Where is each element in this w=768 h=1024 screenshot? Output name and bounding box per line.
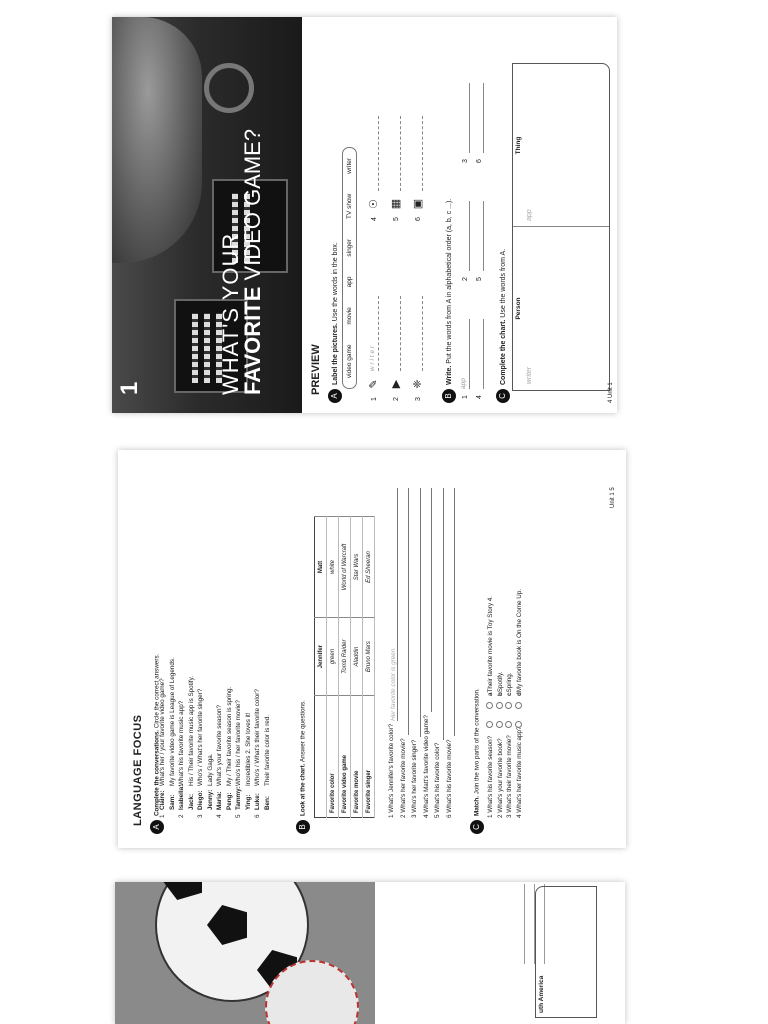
item-number: 4 — [216, 814, 223, 818]
conversation-text[interactable]: His / Their favorite music app is Spotify. — [187, 675, 195, 786]
chart-header-person: Person — [515, 297, 522, 320]
match-dot-right[interactable] — [515, 702, 522, 709]
sports-balls-photo — [115, 882, 375, 1024]
match-dot-right[interactable] — [505, 702, 512, 709]
answer-field[interactable] — [413, 116, 423, 191]
word-box-item: TV show — [346, 193, 353, 220]
question-label: What's Jennifer's favorite color? — [388, 723, 395, 813]
conversation-line — [177, 618, 187, 818]
match-dot-left[interactable] — [505, 721, 512, 728]
item-number: 3 — [411, 814, 418, 818]
match-key: b — [496, 692, 504, 696]
label-item — [412, 116, 424, 221]
speaker-name: Luke: — [254, 793, 261, 810]
person-image — [112, 17, 202, 263]
phone-app-icon: ▦ — [390, 198, 402, 210]
answer-field[interactable] — [422, 488, 432, 712]
question-text — [409, 740, 421, 818]
person-column — [513, 226, 609, 390]
chart-example-thing[interactable]: app — [526, 209, 533, 221]
chart-row — [351, 517, 363, 818]
item-number: 5 — [475, 277, 483, 281]
order-item — [460, 319, 470, 399]
gamer-photo — [112, 17, 302, 413]
question-item — [398, 488, 410, 818]
question-list — [386, 488, 455, 818]
conversation-text[interactable]: What's your favorite season? — [216, 704, 223, 786]
item-number: 5 — [392, 217, 400, 221]
match-dot-right[interactable] — [496, 702, 503, 709]
match-left-text: What's their favorite movie? — [506, 735, 513, 813]
match-dot-left[interactable] — [496, 721, 503, 728]
conversation-list — [158, 618, 272, 818]
label-item — [368, 296, 380, 401]
label-item — [412, 296, 424, 401]
conversation-text[interactable]: What's his favorite music app? — [178, 700, 185, 786]
speaker-name: Tammy: — [235, 786, 242, 810]
match-right-text: Spring. — [506, 672, 513, 693]
match-dot-left[interactable] — [515, 721, 522, 728]
match-row — [496, 589, 506, 818]
item-number: 6 — [475, 159, 483, 163]
match-left-text: What's her favorite music app? — [515, 726, 523, 813]
item-number: 6 — [414, 217, 422, 221]
question-item — [421, 488, 433, 818]
speaker-name: Ying: — [244, 794, 252, 810]
activity-c-instruction — [470, 688, 484, 834]
item-number: 4 — [475, 395, 483, 399]
instruction-text: Answer the questions. — [299, 700, 307, 764]
answer-field[interactable] — [411, 488, 421, 737]
item-number: 1 — [370, 397, 378, 401]
answer-field[interactable] — [391, 116, 401, 191]
keyboard-image — [204, 313, 210, 383]
unit-title — [220, 129, 264, 395]
film-icon: ▶ — [390, 379, 402, 389]
question-label: What's her favorite movie? — [399, 738, 407, 813]
activity-badge: C — [470, 820, 484, 834]
page-4-content — [112, 17, 617, 413]
chart-cell-jennifer: Aladdin — [351, 617, 363, 695]
chart-row-label: Favorite video game — [339, 696, 351, 818]
instruction-text: Join the two parts of the conversation. — [473, 688, 481, 797]
item-number: 5 — [434, 814, 441, 818]
chart-cell-matt: World of Warcraft — [339, 517, 351, 618]
match-right-text: Their favorite movie is Toy Story 4. — [487, 596, 494, 693]
item-number: 2 — [178, 814, 185, 818]
match-right-text: My favorite book is On the Come Up. — [515, 588, 523, 693]
speaker-name: Diego: — [197, 790, 204, 810]
thing-column — [513, 64, 609, 227]
person-thing-chart — [512, 63, 610, 391]
instruction-bold: Write. — [445, 365, 453, 385]
page-5-content — [118, 450, 626, 848]
workbook-page-5 — [118, 450, 626, 848]
answer-field[interactable] — [369, 116, 379, 191]
gamepad-icon: ❈ — [412, 379, 424, 389]
question-text — [421, 715, 433, 818]
chart-cell-jennifer: green — [327, 617, 339, 695]
item-number: 3 — [197, 814, 204, 818]
item-number: 4 — [515, 814, 523, 818]
match-left — [486, 734, 496, 818]
unit-title-rest: VIDEO GAME? — [240, 128, 265, 287]
conversation-line — [168, 618, 178, 818]
microphone-icon: ☉ — [368, 199, 380, 209]
answer-field[interactable] — [413, 296, 423, 371]
match-key: a — [487, 692, 494, 696]
speaker-name: Isabella: — [178, 784, 185, 810]
answer-field[interactable] — [460, 83, 470, 153]
activity-b-instruction — [296, 700, 310, 834]
match-left-text: What's your favorite book? — [496, 738, 504, 813]
match-left — [515, 726, 525, 818]
order-item — [460, 201, 470, 281]
instruction-bold: Look at the chart. — [299, 763, 307, 816]
soccer-patch-icon — [162, 882, 202, 900]
answer-field[interactable]: Her favorite color is green. — [388, 488, 398, 721]
chart-header-south-america: uth America — [538, 975, 545, 1013]
conversation-text[interactable]: Who's / What's her favorite singer? — [197, 688, 204, 786]
chart-column-header — [315, 696, 327, 818]
speaker-name: Jenny: — [206, 789, 214, 810]
item-number: 5 — [235, 814, 242, 818]
match-key: d — [515, 692, 523, 696]
conversation-text[interactable]: Who's his / her favorite movie? — [235, 700, 242, 786]
conversation-line — [225, 618, 235, 818]
conversation-line — [253, 618, 263, 818]
chart-cell-jennifer: Tomb Raider — [339, 617, 351, 695]
headset-icon — [204, 63, 254, 113]
chart-row — [363, 517, 375, 818]
order-item — [474, 201, 484, 281]
instruction-text: Use the words from A. — [499, 248, 507, 320]
speaker-name: Claire: — [159, 790, 166, 810]
page-6-content — [115, 882, 625, 1024]
speaker-name: Maria: — [216, 791, 223, 810]
conversation-text[interactable]: Who's / What's their favorite color? — [254, 689, 261, 786]
match-row — [486, 589, 496, 818]
question-label: What's Matt's favorite video game? — [422, 715, 430, 813]
item-number: 4 — [370, 217, 378, 221]
label-item — [390, 116, 402, 221]
order-item — [474, 319, 484, 399]
chart-header-row — [315, 517, 327, 818]
match-key: c — [506, 692, 513, 696]
word-box-item: singer — [346, 238, 353, 257]
item-number: 3 — [414, 397, 422, 401]
item-number: 1 — [159, 814, 166, 818]
answer-field[interactable] — [391, 296, 401, 371]
activity-a-instruction — [328, 242, 342, 403]
match-left-text: What's his favorite season? — [487, 735, 494, 813]
speaker-name: Sam: — [168, 794, 176, 810]
conversation-line — [187, 618, 197, 818]
item-number: 2 — [496, 814, 504, 818]
chart-header-thing: Thing — [515, 136, 522, 155]
chart-column-header: Jennifer — [315, 617, 327, 695]
match-row — [515, 589, 525, 818]
preview-heading: PREVIEW — [310, 344, 322, 395]
answer-line[interactable] — [515, 884, 525, 964]
conversation-line — [206, 618, 216, 818]
speaker-name: Ben: — [263, 796, 271, 810]
label-item — [368, 116, 380, 221]
item-number: 4 — [422, 814, 430, 818]
conversation-line — [158, 618, 168, 818]
item-number: 2 — [399, 814, 407, 818]
conversation-text[interactable]: Incredibles 2. She loves it! — [244, 712, 252, 786]
chart-row-label: Favorite singer — [363, 696, 375, 818]
match-row — [505, 589, 515, 818]
speaker-name: Peng: — [225, 792, 233, 810]
instruction-text: Use the words in the box. — [331, 242, 339, 324]
match-left — [505, 734, 515, 818]
instruction-text: Circle the correct answers. — [153, 653, 161, 730]
item-number: 1 — [487, 814, 494, 818]
conversation-line — [263, 618, 273, 818]
question-text — [398, 738, 410, 818]
answer-field[interactable] — [445, 488, 455, 736]
question-item — [432, 488, 444, 818]
instruction-bold: Label the pictures. — [331, 323, 339, 385]
answer-line[interactable] — [525, 884, 535, 964]
chart-row-label: Favorite color — [327, 696, 339, 818]
question-item — [444, 488, 456, 818]
pencil-icon: ✎ — [368, 379, 380, 389]
answer-field[interactable] — [474, 83, 484, 153]
unit-title-line1: WHAT'S YOUR — [218, 232, 243, 395]
chart-example-person[interactable]: writer — [526, 366, 533, 384]
answer-field[interactable] — [399, 488, 409, 735]
activity-badge: C — [496, 389, 510, 403]
match-left — [496, 734, 506, 818]
question-label: What's his favorite color? — [434, 742, 441, 813]
word-box-item: app — [346, 276, 353, 288]
label-item — [390, 296, 402, 401]
question-label: What's his favorite movie? — [445, 739, 453, 813]
instruction-bold: Complete the chart. — [499, 319, 507, 385]
chart-column-header: Matt — [315, 517, 327, 618]
item-number: 1 — [388, 814, 395, 818]
question-item — [409, 488, 421, 818]
activity-badge: A — [150, 820, 164, 834]
item-number: 2 — [461, 277, 469, 281]
conversation-line — [215, 618, 225, 818]
chart-row-label: Favorite movie — [351, 696, 363, 818]
activity-c-instruction — [496, 249, 510, 403]
chart-cell-matt: white — [327, 517, 339, 618]
tv-icon: ▣ — [412, 198, 424, 210]
chart-cell-jennifer: Bruno Mars — [363, 617, 375, 695]
word-box-item: movie — [346, 307, 353, 325]
answer-field[interactable] — [434, 488, 444, 740]
unit-title-bold: FAVORITE — [240, 286, 265, 395]
answer-field[interactable] — [460, 201, 470, 271]
workbook-page-4 — [112, 17, 617, 413]
conversation-text[interactable]: My favorite video game is League of Legends. — [168, 657, 176, 786]
instruction-bold: Complete the conversations. — [153, 729, 161, 816]
word-box-item: video game — [346, 344, 353, 379]
order-item — [460, 83, 470, 163]
question-text — [432, 743, 444, 818]
question-text — [444, 739, 456, 818]
activity-badge: B — [442, 389, 456, 403]
chart-row — [339, 517, 351, 818]
conversation-text[interactable]: Lady Gaga. — [206, 753, 214, 786]
order-item — [474, 83, 484, 163]
activity-badge: B — [296, 820, 310, 834]
conversation-text[interactable]: Their favorite color is red. — [263, 714, 271, 786]
conversation-text[interactable]: My / Their favorite season is spring. — [225, 686, 233, 786]
soccer-patch-icon — [207, 905, 247, 945]
favorites-chart — [314, 516, 375, 818]
chart-row — [327, 517, 339, 818]
conversation-text[interactable]: What's her / your favorite video game? — [159, 678, 166, 786]
page-footer: Unit 1 5 — [610, 487, 616, 508]
page-title: LANGUAGE FOCUS — [132, 714, 144, 826]
answer-field[interactable]: w r i t e r — [369, 296, 379, 371]
answer-field[interactable] — [474, 201, 484, 271]
conversation-line — [196, 618, 206, 818]
instruction-text: Put the words from A in alphabetical order (a, b, c ...). — [445, 198, 453, 366]
instruction-bold: Match. — [473, 796, 481, 816]
item-number: 3 — [506, 814, 513, 818]
item-number: 2 — [392, 397, 400, 401]
page-footer: 4 Unit 1 — [608, 382, 614, 403]
item-number: 3 — [461, 159, 469, 163]
keyboard-image — [192, 313, 198, 383]
chart-cell-matt: Star Wars — [351, 517, 363, 618]
match-list — [486, 589, 524, 818]
item-number: 6 — [445, 814, 453, 818]
word-box-item: writer — [346, 157, 353, 174]
activity-badge: A — [328, 389, 342, 403]
match-right-text: Spotify. — [496, 671, 504, 693]
unit-title-line2 — [242, 129, 264, 395]
chart-cell-matt: Ed Sheeran — [363, 517, 375, 618]
speaker-name: Jack: — [187, 793, 195, 810]
continent-chart — [535, 886, 597, 1018]
workbook-page-6 — [115, 882, 625, 1024]
conversation-line — [234, 618, 244, 818]
match-dot-right[interactable] — [486, 702, 493, 709]
item-number: 6 — [254, 814, 261, 818]
question-label: Who's her favorite singer? — [411, 739, 418, 813]
activity-b-instruction — [442, 199, 456, 403]
unit-number: 1 — [116, 381, 143, 395]
word-box — [342, 147, 357, 389]
item-number: 1 — [461, 395, 469, 399]
answer-field[interactable]: app — [460, 319, 470, 389]
match-dot-left[interactable] — [486, 721, 493, 728]
answer-field[interactable] — [474, 319, 484, 389]
question-text — [386, 724, 398, 818]
conversation-line — [244, 618, 254, 818]
question-item — [386, 488, 398, 818]
